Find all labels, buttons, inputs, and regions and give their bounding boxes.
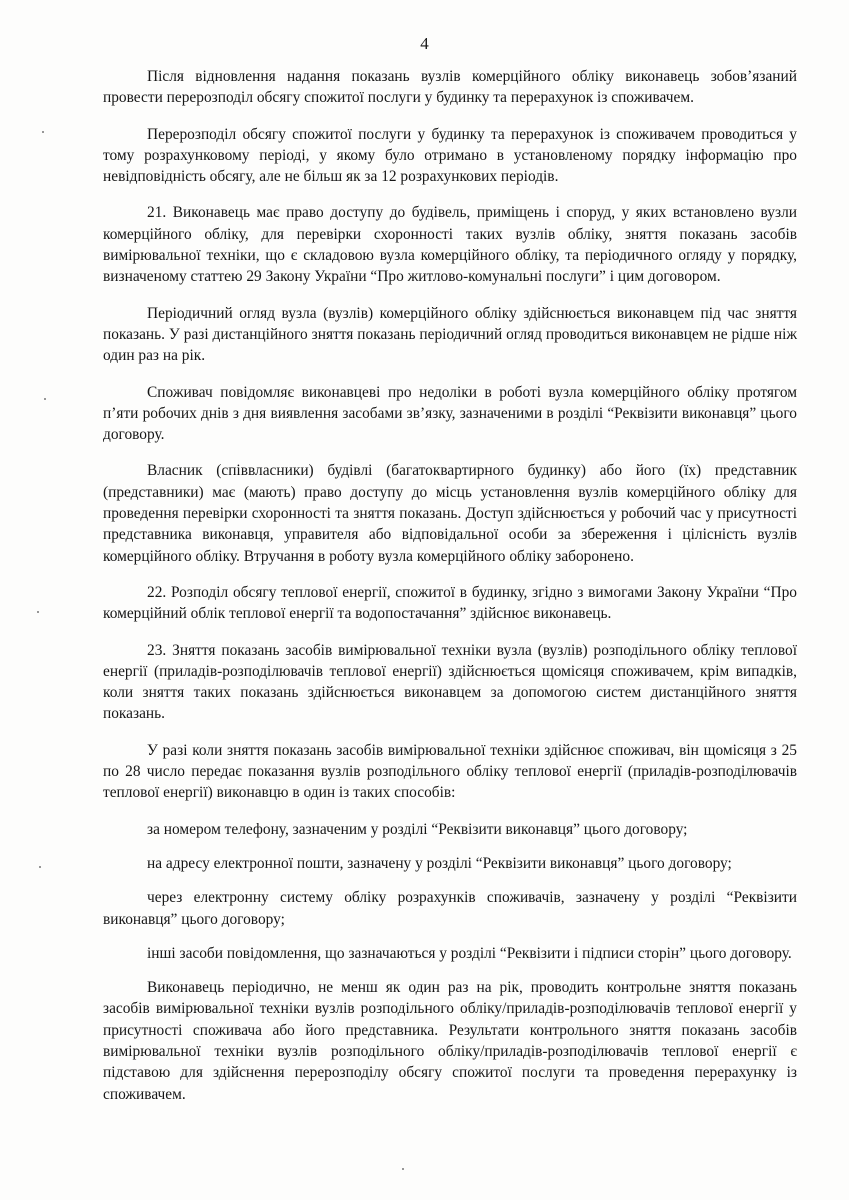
list-item: через електронну систему обліку розрахунків споживачів, зазначену у розділі “Реквізити виконавця” цього договору;	[103, 889, 797, 928]
paragraph: Періодичний огляд вузла (вузлів) комерційного обліку здійснюється виконавцем під час зняття показань. У разі дистанційного зняття показань періодичний огляд проводиться виконавцем не рідше ніж один раз на рік.	[103, 304, 797, 365]
paragraph: 23. Зняття показань засобів вимірювальної техніки вузла (вузлів) розподільного обліку теплової енергії (приладів-розподілювачів теплової енергії) здійснюється щомісяця споживачем, крім випадків, коли зняття таких показань здійснюється виконавцем за допомогою систем дистанційного зняття показань.	[103, 641, 797, 723]
scan-speck	[42, 131, 44, 133]
paragraph: Після відновлення надання показань вузлів комерційного обліку виконавець зобов’язаний провести перерозподіл обсягу спожитої послуги у будинку та перерахунок із споживачем.	[103, 68, 797, 107]
scan-speck	[44, 398, 46, 400]
list-item: за номером телефону, зазначеним у розділі “Реквізити виконавця” цього договору;	[147, 820, 688, 838]
scan-speck	[39, 866, 41, 868]
closing-paragraph: Виконавець періодично, не менш як один раз на рік, проводить контрольне зняття показань засобів вимірювальної техніки вузлів розподільного обліку/приладів-розподілювачів теплової енергії у присутності споживача або його представника. Результати контрольного зняття показань засобів вимірювальної техніки вузлів розподільного обліку/приладів-розподілювачів теплової енергії є підставою для здійснення перерозподілу обсягу спожитої послуги та проведення перерахунку із споживачем.	[103, 979, 797, 1103]
list-item: на адресу електронної пошти, зазначену у розділі “Реквізити виконавця” цього договору;	[147, 854, 732, 872]
paragraph: Споживач повідомляє виконавцеві про недоліки в роботі вузла комерційного обліку протягом п’яти робочих днів з дня виявлення засобами зв’язку, зазначеними в розділі “Реквізити виконавця” цього договору.	[103, 383, 797, 444]
paragraph: Власник (співвласники) будівлі (багатоквартирного будинку) або його (їх) представник (представники) має (мають) право доступу до місць установлення вузлів комерційного обліку для проведення перевірки схоронності та зняття показань. Доступ здійснюється у робочий час у присутності представника виконавця, управителя або відповідальної особи за збереження і цілісність вузлів комерційного обліку. Втручання в роботу вузла комерційного обліку заборонено.	[103, 462, 797, 565]
paragraph: Перерозподіл обсягу спожитої послуги у будинку та перерахунок із споживачем проводиться у тому розрахунковому періоді, у якому було отримано в установленому порядку інформацію про невідповідність обсягу, але не більш як за 12 розрахункових періодів.	[103, 125, 797, 186]
document-body	[103, 66, 797, 1120]
paragraph: У разі коли зняття показань засобів вимірювальної техніки здійснює споживач, він щомісяця з 25 по 28 число передає показання вузлів розподільного обліку теплової енергії (приладів-розподілювачів теплової енергії) виконавцю в один із таких способів:	[103, 741, 797, 802]
paragraph: 21. Виконавець має право доступу до будівель, приміщень і споруд, у яких встановлено вузли комерційного обліку, для перевірки схоронності таких вузлів обліку, зняття показань засобів вимірювальної техніки, що є складовою вузла комерційного обліку, та періодичного огляду у порядку, визначеному статтею 29 Закону України “Про житлово-комунальні послуги” і цим договором.	[103, 204, 797, 286]
paragraph: 22. Розподіл обсягу теплової енергії, спожитої в будинку, згідно з вимогами Закону України “Про комерційний облік теплової енергії та водопостачання” здійснює виконавець.	[103, 583, 797, 623]
page-number: 4	[420, 34, 429, 53]
scan-speck	[37, 611, 39, 613]
scan-speck	[402, 1168, 404, 1170]
list-item: інші засоби повідомлення, що зазначаються у розділі “Реквізити і підписи сторін” цього договору.	[147, 944, 792, 962]
